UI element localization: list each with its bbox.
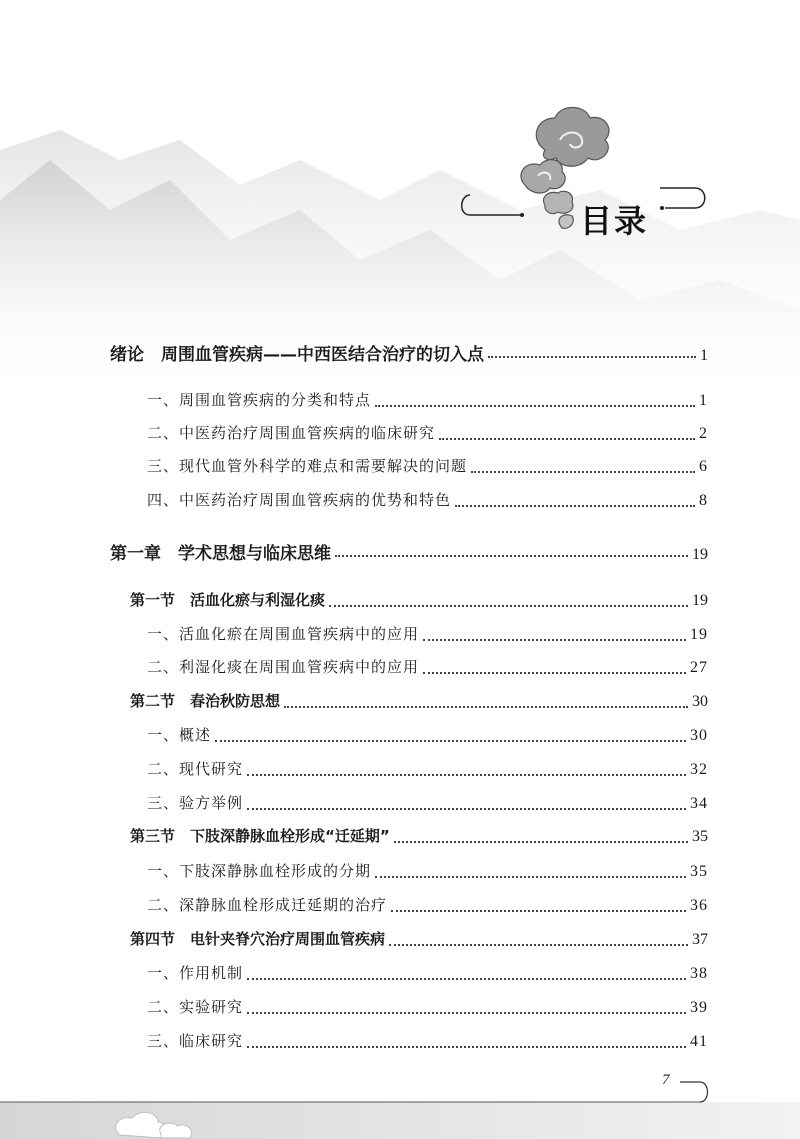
toc-entry-page: 38 — [690, 965, 708, 982]
toc-entry-title: 第四节 电针夹脊穴治疗周围血管疾病 — [130, 930, 386, 948]
toc-leader-dots — [215, 739, 686, 742]
toc-entry-page: 1 — [699, 392, 708, 409]
toc-leader-dots — [375, 404, 695, 407]
toc-leader-dots — [389, 943, 688, 946]
toc-entry-title: 二、现代研究 — [147, 760, 244, 778]
toc-entry-title: 二、中医药治疗周围血管疾病的临床研究 — [147, 424, 436, 442]
toc-leader-dots — [391, 909, 686, 912]
toc-entry[interactable] — [147, 389, 708, 415]
toc-entry-title: 一、概述 — [147, 726, 212, 744]
toc-entry[interactable] — [147, 962, 708, 988]
toc-entry-title: 三、现代血管外科学的难点和需要解决的问题 — [147, 457, 468, 475]
toc-leader-dots — [423, 638, 686, 641]
footer-band — [0, 1060, 800, 1139]
toc-entry-title: 第二节 春治秋防思想 — [130, 692, 281, 710]
toc-entry-title: 一、活血化瘀在周围血管疾病中的应用 — [147, 625, 420, 643]
toc-entry-page: 39 — [690, 999, 708, 1016]
toc-entry-page: 30 — [692, 693, 708, 710]
toc-entry-title: 三、验方举例 — [147, 794, 244, 812]
toc-entry-page: 27 — [690, 659, 708, 676]
toc-entry[interactable] — [130, 589, 708, 615]
toc-leader-dots — [247, 1045, 686, 1048]
toc-leader-dots — [284, 705, 688, 708]
toc-entry[interactable] — [110, 539, 708, 565]
toc-leader-dots — [247, 977, 686, 980]
toc-entry-page: 35 — [690, 863, 708, 880]
toc-entry[interactable] — [147, 656, 708, 682]
toc-entry[interactable] — [147, 758, 708, 784]
toc-entry-title: 四、中医药治疗周围血管疾病的优势和特色 — [147, 491, 452, 509]
toc-entry[interactable] — [130, 928, 708, 954]
toc-leader-dots — [247, 807, 686, 810]
toc-entry-title: 绪论 周围血管疾病——中西医结合治疗的切入点 — [110, 345, 484, 365]
toc-entry-title: 三、临床研究 — [147, 1032, 244, 1050]
toc-entry[interactable] — [147, 860, 708, 886]
toc-leader-dots — [455, 504, 695, 507]
toc-leader-dots — [247, 773, 686, 776]
toc-leader-dots — [335, 554, 688, 557]
page-title: 目录 — [580, 202, 649, 240]
toc-leader-dots — [488, 355, 696, 358]
toc-entry-page: 35 — [692, 828, 708, 845]
toc-entry-title: 第三节 下肢深静脉血栓形成“迁延期” — [130, 827, 390, 845]
toc-entry-page: 2 — [699, 425, 708, 442]
toc-entry-page: 6 — [699, 458, 708, 475]
toc-entry[interactable] — [130, 690, 708, 716]
toc-leader-dots — [394, 840, 688, 843]
toc-entry-page: 34 — [690, 795, 708, 812]
toc-entry-title: 一、周围血管疾病的分类和特点 — [147, 391, 372, 409]
toc-entry[interactable] — [147, 455, 708, 481]
toc-entry[interactable] — [147, 792, 708, 818]
toc-entry-page: 19 — [692, 546, 708, 563]
toc-entry-page: 36 — [690, 897, 708, 914]
toc-entry-page: 41 — [690, 1033, 708, 1050]
toc-entry-title: 二、深静脉血栓形成迁延期的治疗 — [147, 896, 388, 914]
toc-leader-dots — [471, 470, 695, 473]
toc-entry-page: 19 — [692, 592, 708, 609]
toc-entry-title: 二、利湿化痰在周围血管疾病中的应用 — [147, 658, 420, 676]
toc-entry[interactable] — [147, 489, 708, 515]
toc-entry-page: 1 — [700, 347, 708, 364]
toc-entry-page: 19 — [690, 626, 708, 643]
toc-entry-page: 37 — [692, 931, 708, 948]
page-number: 7 — [662, 1072, 670, 1088]
toc-entry-page: 8 — [699, 492, 708, 509]
toc-leader-dots — [439, 437, 695, 440]
toc-entry-title: 第一节 活血化瘀与利湿化痰 — [130, 591, 326, 609]
toc-entry[interactable] — [147, 996, 708, 1022]
toc-entry-title: 一、下肢深静脉血栓形成的分期 — [147, 862, 372, 880]
toc-entry[interactable] — [130, 825, 708, 851]
toc-entry-title: 第一章 学术思想与临床思维 — [110, 544, 331, 564]
toc-entry[interactable] — [147, 623, 708, 649]
toc-leader-dots — [423, 671, 686, 674]
toc-entry-page: 32 — [690, 761, 708, 778]
toc-entry[interactable] — [147, 422, 708, 448]
toc-entry[interactable] — [147, 894, 708, 920]
toc-entry[interactable] — [147, 724, 708, 750]
toc-entry-title: 一、作用机制 — [147, 964, 244, 982]
toc-entry-title: 二、实验研究 — [147, 998, 244, 1016]
toc-entry[interactable] — [110, 340, 708, 366]
toc-entry[interactable] — [147, 1030, 708, 1056]
toc-leader-dots — [247, 1011, 686, 1014]
toc-entry-page: 30 — [690, 727, 708, 744]
toc-leader-dots — [329, 604, 688, 607]
toc-leader-dots — [375, 875, 686, 878]
